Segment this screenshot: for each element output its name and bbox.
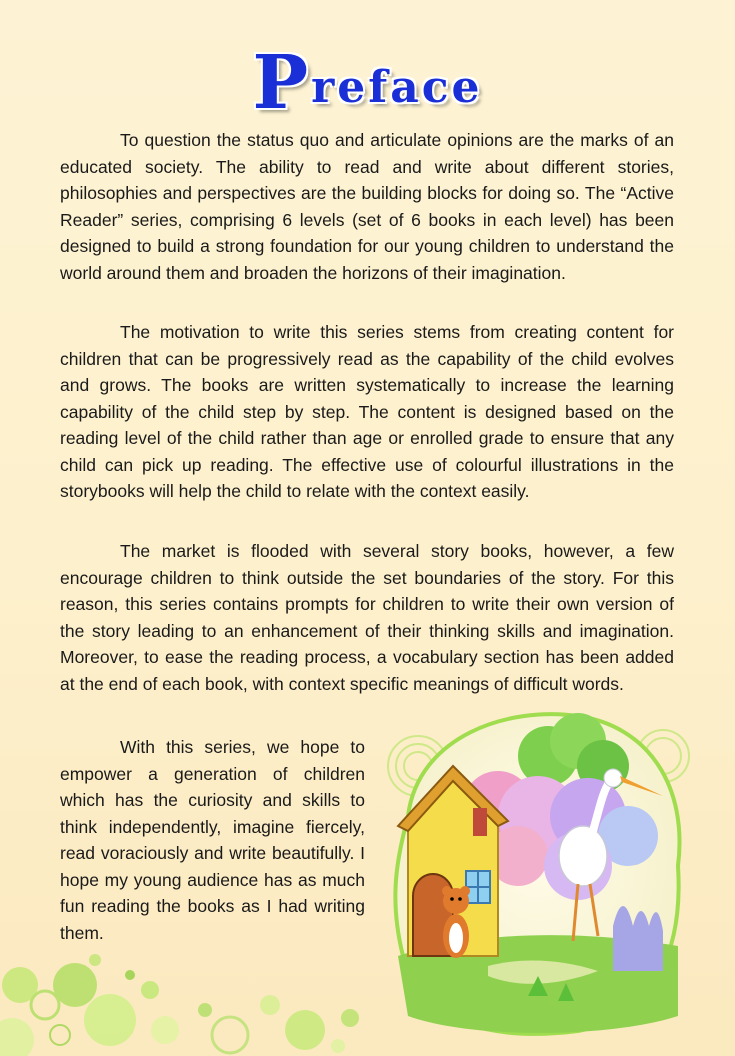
paragraph-1: To question the status quo and articulate opinions are the marks of an educated society. The ability to read and write about different stories, philosophies and perspectives are the building blocks for doing so. The “Active Reader” series, comprising 6 levels (set of 6 books in each level) has been designed to build a strong foundation for our young children to understand the world around them and broaden the horizons of their imagination.: [60, 130, 674, 283]
title-initial: P: [252, 40, 312, 126]
title-rest: reface: [311, 62, 483, 113]
paragraph-4: With this series, we hope to empower a generation of children which has the curiosity and skills to think independently, imagine fiercely, read voraciously and write beautifully. I hope my young audience has as much fun reading the books as I had writing them.: [60, 737, 365, 943]
paragraph-3: The market is flooded with several story books, however, a few encourage children to think outside the set boundaries of the story. For this reason, this series contains prompts for children to write their own version of the story leading to an enhancement of their thinking skills and imagination. Moreover, to ease the reading process, a vocabulary section has been added at the end of each book, with context specific meanings of difficult words.: [60, 541, 674, 694]
page-title: [0, 40, 735, 126]
storybook-illustration: [378, 696, 693, 1036]
paragraph-2: The motivation to write this series stems from creating content for children that can be progressively read as the capability of the child evolves and grows. The books are written systematically to increase the learning capability of the child step by step. The content is designed based on the reading level of the child rather than age or enrolled grade to ensure that any child can pick up reading. The effective use of colourful illustrations in the storybooks will help the child to relate with the context easily.: [60, 322, 674, 501]
